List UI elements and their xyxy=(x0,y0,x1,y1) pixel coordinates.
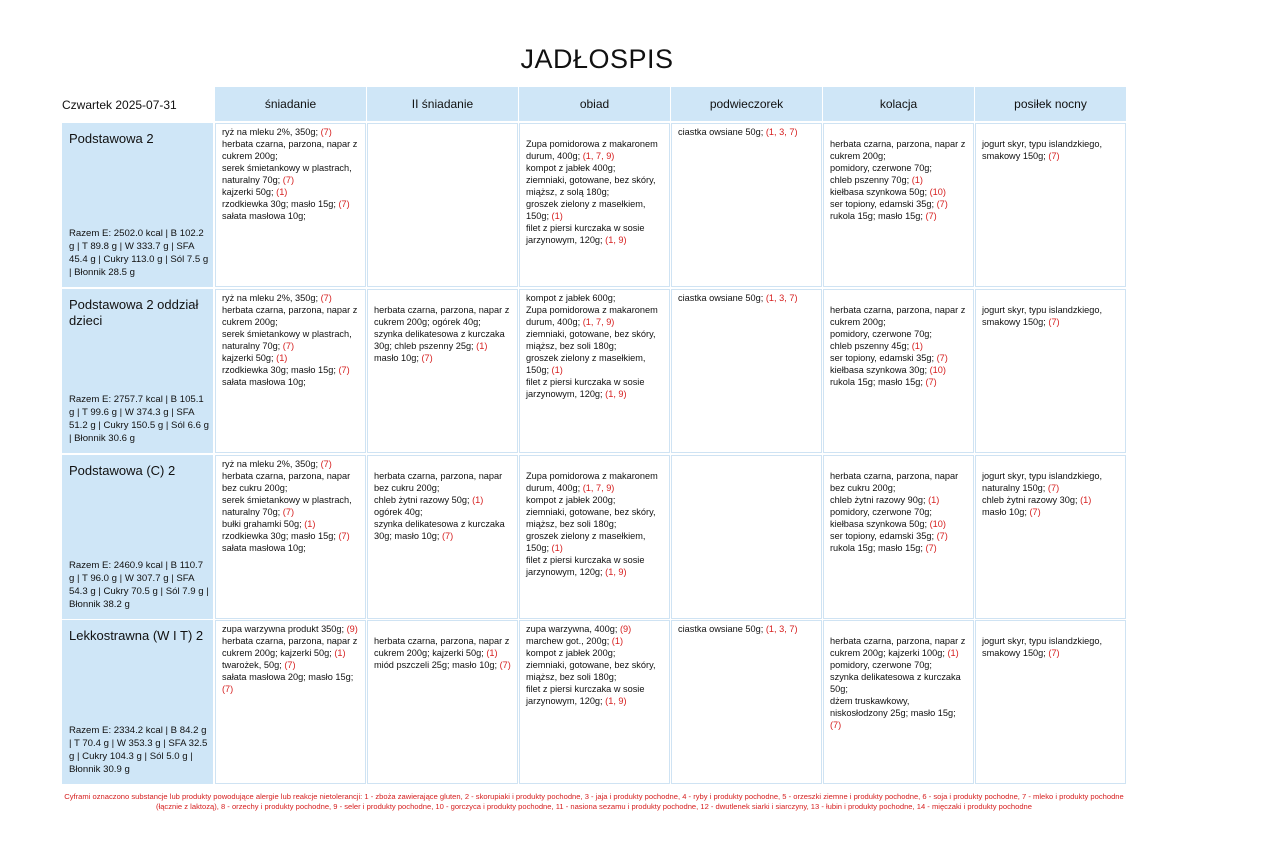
allergen-codes: (1) xyxy=(486,648,498,658)
meal-cell xyxy=(671,455,822,619)
meal-item xyxy=(982,292,1119,304)
allergen-codes: (1) xyxy=(1080,495,1092,505)
meal-item xyxy=(374,304,511,328)
meal-item-text: rzodkiewka 30g; masło 15g; xyxy=(222,531,339,541)
meal-item-text: groszek zielony z masełkiem, 150g; xyxy=(526,353,646,375)
diet-name: Lekkostrawna (W I T) 2 xyxy=(69,628,204,643)
meal-item xyxy=(222,328,359,352)
meal-item xyxy=(222,623,359,635)
meal-item xyxy=(222,162,359,186)
meal-item xyxy=(526,352,663,376)
meal-item xyxy=(982,458,1119,470)
allergen-codes: (7) xyxy=(936,531,948,541)
meal-item xyxy=(222,352,359,364)
meal-item xyxy=(222,458,359,470)
meal-item xyxy=(222,542,359,554)
allergen-codes: (9) xyxy=(619,624,632,634)
meal-item-text: masło 10g; xyxy=(982,507,1030,517)
meal-item xyxy=(982,623,1119,635)
allergen-codes: (7) xyxy=(925,211,937,221)
meal-item-text: pomidory, czerwone 70g; xyxy=(830,163,932,173)
meal-cell xyxy=(671,289,822,453)
meal-item xyxy=(374,518,511,542)
meal-item xyxy=(982,304,1119,328)
meal-item-text: ziemniaki, gotowane, bez skóry, miąższ, z solą 180g; xyxy=(526,175,656,197)
meal-item-text: szynka delikatesowa z kurczaka 30g; chleb pszenny 25g; xyxy=(374,329,505,351)
meal-item-text: ogórek 40g; xyxy=(374,507,423,517)
allergen-codes: (7) xyxy=(1048,151,1060,161)
diet-row-label xyxy=(62,455,213,619)
allergen-codes: (7) xyxy=(320,459,332,469)
meal-item xyxy=(526,554,663,578)
allergen-codes: (1) xyxy=(947,648,959,658)
allergen-codes: (7) xyxy=(282,175,295,185)
meal-item xyxy=(678,292,815,304)
allergen-codes: (1) xyxy=(276,353,288,363)
allergen-codes: (7) xyxy=(441,531,454,541)
meal-item-text: ryż na mleku 2%, 350g; xyxy=(222,459,321,469)
meal-item xyxy=(222,186,359,198)
meal-item xyxy=(222,304,359,328)
meal-item xyxy=(982,494,1119,506)
column-header: kolacja xyxy=(823,87,974,121)
allergen-codes: (7) xyxy=(421,353,433,363)
meal-item xyxy=(222,635,359,659)
meal-item xyxy=(830,530,967,542)
meal-item xyxy=(830,328,967,340)
allergen-codes: (7) xyxy=(499,660,511,670)
meal-cell xyxy=(671,123,822,287)
meal-item xyxy=(830,623,967,635)
meal-item xyxy=(830,659,967,671)
meal-item xyxy=(526,458,663,470)
allergen-codes: (7) xyxy=(1047,483,1060,493)
meal-item-text: serek śmietankowy w plastrach, naturalny 70g; xyxy=(222,163,352,185)
nutrition-summary: Razem E: 2502.0 kcal | B 102.2 g | T 89.8 g | W 333.7 g | SFA 45.4 g | Cukry 113.0 g | Sól 7.5 g | Błonnik 28.5 g xyxy=(69,228,209,278)
meal-item xyxy=(222,659,359,671)
diet-row-label xyxy=(62,289,213,453)
meal-item-text: chleb żytni razowy 50g; xyxy=(374,495,473,505)
allergen-codes: (10) xyxy=(929,519,946,529)
meal-item xyxy=(374,328,511,352)
column-header: śniadanie xyxy=(215,87,366,121)
meal-item xyxy=(222,210,359,222)
column-header: podwieczorek xyxy=(671,87,822,121)
meal-item-text: Zupa pomidorowa z makaronem durum, 400g; xyxy=(526,471,658,493)
meal-item-text: kompot z jabłek 200g; xyxy=(526,495,616,505)
meal-item xyxy=(830,695,967,731)
meal-item-text: herbata czarna, parzona, napar bez cukru 200g; xyxy=(222,471,351,493)
meal-item xyxy=(982,506,1119,518)
meal-item xyxy=(830,506,967,518)
meal-item xyxy=(830,458,967,470)
allergen-codes: (7) xyxy=(282,507,295,517)
meal-item xyxy=(830,542,967,554)
meal-cell xyxy=(367,455,518,619)
meal-item-text: chleb pszenny 45g; xyxy=(830,341,912,351)
meal-item-text: kajzerki 50g; xyxy=(222,187,277,197)
meal-item xyxy=(830,376,967,388)
allergen-codes: (10) xyxy=(929,365,946,375)
allergen-codes: (1) xyxy=(911,341,923,351)
meal-cell xyxy=(215,455,366,619)
meal-item-text: dżem truskawkowy, niskosłodzony 25g; masło 15g; xyxy=(830,696,956,718)
meal-cell xyxy=(215,620,366,784)
meal-item xyxy=(526,198,663,222)
meal-item xyxy=(830,518,967,530)
allergen-codes: (1) xyxy=(551,365,563,375)
allergen-codes: (1, 9) xyxy=(605,389,627,399)
meal-item xyxy=(374,470,511,494)
meal-item xyxy=(222,364,359,376)
meal-item-text: herbata czarna, parzona, napar z cukrem 200g; kajzerki 50g; xyxy=(222,636,358,658)
meal-item xyxy=(830,210,967,222)
meal-cell xyxy=(519,455,670,619)
meal-item xyxy=(526,494,663,506)
allergen-codes: (7) xyxy=(1048,317,1060,327)
allergen-codes: (1, 7, 9) xyxy=(582,151,615,161)
meal-item xyxy=(830,494,967,506)
meal-item xyxy=(374,506,511,518)
meal-item xyxy=(526,530,663,554)
meal-item xyxy=(830,138,967,162)
allergen-codes: (7) xyxy=(936,353,948,363)
meal-item-text: filet z piersi kurczaka w sosie jarzynowym, 120g; xyxy=(526,377,645,399)
meal-item xyxy=(526,162,663,174)
meal-item xyxy=(374,659,511,671)
meal-item xyxy=(526,304,663,328)
allergen-codes: (7) xyxy=(1048,648,1060,658)
meal-cell xyxy=(519,289,670,453)
meal-item-text: ryż na mleku 2%, 350g; xyxy=(222,293,321,303)
allergen-codes: (7) xyxy=(320,293,332,303)
meal-item-text: kajzerki 50g; xyxy=(222,353,277,363)
meal-item xyxy=(830,162,967,174)
meal-item-text: serek śmietankowy w plastrach, naturalny 70g; xyxy=(222,329,352,351)
allergen-codes: (7) xyxy=(338,365,350,375)
meal-item-text: marchew got., 200g; xyxy=(526,636,612,646)
allergen-codes: (7) xyxy=(936,199,948,209)
diet-row-label xyxy=(62,620,213,784)
meal-item-text: ser topiony, edamski 35g; xyxy=(830,199,937,209)
menu-date: Czwartek 2025-07-31 xyxy=(62,98,177,112)
allergen-codes: (7) xyxy=(1029,507,1041,517)
meal-item xyxy=(830,671,967,695)
meal-cell xyxy=(975,620,1126,784)
meal-item xyxy=(982,635,1119,659)
meal-item-text: herbata czarna, parzona, napar z cukrem 200g; xyxy=(830,139,966,161)
meal-item-text: herbata czarna, parzona, napar z cukrem 200g; ogórek 40g; xyxy=(374,305,510,327)
meal-item xyxy=(526,635,663,647)
allergen-codes: (7) xyxy=(338,199,350,209)
column-header: II śniadanie xyxy=(367,87,518,121)
meal-cell xyxy=(367,289,518,453)
allergen-codes: (1, 9) xyxy=(605,235,627,245)
nutrition-summary: Razem E: 2757.7 kcal | B 105.1 g | T 99.6 g | W 374.3 g | SFA 51.2 g | Cukry 150.5 g | Sól 6.6 g | Błonnik 30.6 g xyxy=(69,394,209,444)
meal-item-text: herbata czarna, parzona, napar z cukrem 200g; xyxy=(222,305,358,327)
meal-cell xyxy=(823,455,974,619)
meal-cell xyxy=(519,123,670,287)
meal-item-text: jogurt skyr, typu islandzkiego, smakowy 150g; xyxy=(982,636,1103,658)
meal-item xyxy=(982,138,1119,162)
diet-name: Podstawowa (C) 2 xyxy=(69,463,176,478)
meal-item-text: kiełbasa szynkowa 30g; xyxy=(830,365,930,375)
allergen-codes: (1, 7, 9) xyxy=(582,483,615,493)
meal-item-text: kiełbasa szynkowa 50g; xyxy=(830,519,930,529)
meal-cell xyxy=(975,123,1126,287)
diet-name: Podstawowa 2 oddział dzieci xyxy=(69,297,199,328)
meal-item-text: rukola 15g; masło 15g; xyxy=(830,543,926,553)
nutrition-summary: Razem E: 2460.9 kcal | B 110.7 g | T 96.0 g | W 307.7 g | SFA 54.3 g | Cukry 70.5 g | Sól 7.9 g | Błonnik 38.2 g xyxy=(69,560,209,610)
meal-item xyxy=(222,518,359,530)
meal-item-text: szynka delikatesowa z kurczaka 30g; masło 10g; xyxy=(374,519,505,541)
meal-item-text: herbata czarna, parzona, napar bez cukru 200g; xyxy=(830,471,959,493)
meal-item-text: pomidory, czerwone 70g; xyxy=(830,329,932,339)
meal-item xyxy=(526,328,663,352)
meal-item xyxy=(830,304,967,328)
meal-item xyxy=(982,470,1119,494)
meal-cell xyxy=(367,620,518,784)
allergen-codes: (7) xyxy=(282,341,295,351)
nutrition-summary: Razem E: 2334.2 kcal | B 84.2 g | T 70.4 g | W 353.3 g | SFA 32.5 g | Cukry 104.3 g | Sól 5.0 g | Błonnik 30.9 g xyxy=(69,725,208,775)
meal-item xyxy=(830,198,967,210)
meal-cell xyxy=(975,289,1126,453)
allergen-codes: (1, 3, 7) xyxy=(765,127,798,137)
meal-item xyxy=(222,671,359,695)
meal-item-text: ryż na mleku 2%, 350g; xyxy=(222,127,321,137)
column-header: posiłek nocny xyxy=(975,87,1126,121)
meal-item-text: sałata masłowa 10g; xyxy=(222,211,306,221)
meal-item-text: sałata masłowa 20g; masło 15g; xyxy=(222,672,354,682)
meal-cell xyxy=(823,620,974,784)
page-title: JADŁOSPIS xyxy=(520,44,674,74)
meal-cell xyxy=(823,123,974,287)
meal-item-text: chleb żytni razowy 30g; xyxy=(982,495,1081,505)
meal-item xyxy=(374,458,511,470)
meal-cell xyxy=(823,289,974,453)
meal-item xyxy=(374,623,511,635)
meal-item-text: herbata czarna, parzona, napar z cukrem 200g; xyxy=(830,305,966,327)
meal-item-text: herbata czarna, parzona, napar z cukrem 200g; kajzerki 100g; xyxy=(830,636,966,658)
meal-item-text: filet z piersi kurczaka w sosie jarzynowym, 120g; xyxy=(526,684,645,706)
allergen-codes: (7) xyxy=(284,660,296,670)
meal-item-text: masło 10g; xyxy=(374,353,422,363)
meal-item-text: ser topiony, edamski 35g; xyxy=(830,353,937,363)
meal-cell xyxy=(215,123,366,287)
meal-item-text: twarożek, 50g; xyxy=(222,660,285,670)
meal-item xyxy=(526,138,663,162)
meal-item xyxy=(374,494,511,506)
meal-cell xyxy=(519,620,670,784)
meal-item-text: rzodkiewka 30g; masło 15g; xyxy=(222,365,339,375)
meal-item-text: jogurt skyr, typu islandzkiego, smakowy 150g; xyxy=(982,305,1103,327)
allergen-codes: (7) xyxy=(830,720,842,730)
meal-item-text: herbata czarna, parzona, napar bez cukru 200g; xyxy=(374,471,503,493)
meal-item-text: kiełbasa szynkowa 50g; xyxy=(830,187,930,197)
meal-item xyxy=(374,352,511,364)
meal-item-text: Zupa pomidorowa z makaronem durum, 400g; xyxy=(526,139,658,161)
meal-item xyxy=(222,126,359,138)
meal-item-text: ziemniaki, gotowane, bez skóry, miąższ, bez soli 180g; xyxy=(526,507,656,529)
meal-item-text: miód pszczeli 25g; masło 10g; xyxy=(374,660,500,670)
meal-item-text: szynka delikatesowa z kurczaka 50g; xyxy=(830,672,961,694)
meal-item-text: ciastka owsiane 50g; xyxy=(678,293,766,303)
meal-item xyxy=(526,222,663,246)
meal-item-text: jogurt skyr, typu islandzkiego, smakowy 150g; xyxy=(982,139,1103,161)
allergen-codes: (7) xyxy=(338,531,350,541)
meal-item xyxy=(678,126,815,138)
meal-item xyxy=(526,683,663,707)
meal-item xyxy=(830,340,967,352)
meal-item xyxy=(222,138,359,162)
meal-item xyxy=(830,126,967,138)
meal-item-text: rukola 15g; masło 15g; xyxy=(830,377,926,387)
allergen-codes: (1) xyxy=(334,648,346,658)
meal-item-text: zupa warzywna produkt 350g; xyxy=(222,624,347,634)
meal-item-text: kompot z jabłek 600g; xyxy=(526,293,616,303)
meal-item xyxy=(222,530,359,542)
meal-item xyxy=(374,292,511,304)
allergen-codes: (1) xyxy=(476,341,488,351)
meal-item-text: sałata masłowa 10g; xyxy=(222,377,306,387)
meal-item xyxy=(526,126,663,138)
allergen-codes: (1, 3, 7) xyxy=(765,293,798,303)
meal-item xyxy=(526,376,663,400)
meal-item-text: serek śmietankowy w plastrach, naturalny 70g; xyxy=(222,495,352,517)
allergen-codes: (1) xyxy=(551,543,563,553)
meal-cell xyxy=(975,455,1126,619)
diet-row-label xyxy=(62,123,213,287)
meal-item-text: ser topiony, edamski 35g; xyxy=(830,531,937,541)
allergen-codes: (1) xyxy=(911,175,923,185)
meal-item xyxy=(830,292,967,304)
meal-item-text: herbata czarna, parzona, napar z cukrem 200g; kajzerki 50g; xyxy=(374,636,510,658)
allergen-codes: (1) xyxy=(551,211,563,221)
meal-item-text: sałata masłowa 10g; xyxy=(222,543,306,553)
meal-item-text: bułki grahamki 50g; xyxy=(222,519,305,529)
meal-item xyxy=(222,292,359,304)
meal-item xyxy=(526,659,663,683)
meal-item xyxy=(526,470,663,494)
allergen-codes: (7) xyxy=(222,684,234,694)
meal-item-text: Zupa pomidorowa z makaronem durum, 400g; xyxy=(526,305,658,327)
allergen-codes: (7) xyxy=(320,127,332,137)
meal-item-text: filet z piersi kurczaka w sosie jarzynowym, 120g; xyxy=(526,223,645,245)
meal-item-text: rzodkiewka 30g; masło 15g; xyxy=(222,199,339,209)
meal-item xyxy=(222,376,359,388)
meal-item-text: kompot z jabłek 400g; xyxy=(526,163,616,173)
meal-item-text: zupa warzywna, 400g; xyxy=(526,624,620,634)
allergen-legend: Cyframi oznaczono substancje lub produkty powodujące alergie lub reakcje nietolerancji: 1 - zboża zawierające gluten, 2 - skorupiaki i produkty pochodne, 3 - jaja i produkty pochodne, 4 - ryby i produkty pochodne, 5 - orzeszki ziemne i produkty pochodne, 6 - soja i produkty pochodne, 7 - mleko i produkty pochodne (łącznie z laktozą), 8 - orzechy i produkty pochodne, 9 - seler i produkty pochodne, 10 - gorczyca i produkty pochodne, 11 - nasiona sezamu i produkty pochodne, 12 - dwutlenek siarki i siarczyny, 13 - łubin i produkty pochodne, 14 - mięczaki i produkty pochodne xyxy=(64,792,1124,811)
meal-item-text: ciastka owsiane 50g; xyxy=(678,127,766,137)
meal-item-text: ciastka owsiane 50g; xyxy=(678,624,766,634)
meal-item xyxy=(526,292,663,304)
meal-item xyxy=(222,470,359,494)
meal-item-text: pomidory, czerwone 70g; xyxy=(830,660,932,670)
meal-item-text: jogurt skyr, typu islandzkiego, naturalny 150g; xyxy=(982,471,1103,493)
meal-item-text: filet z piersi kurczaka w sosie jarzynowym, 120g; xyxy=(526,555,645,577)
meal-item xyxy=(830,174,967,186)
meal-item xyxy=(830,186,967,198)
meal-item-text: groszek zielony z masełkiem, 150g; xyxy=(526,531,646,553)
allergen-codes: (7) xyxy=(925,543,937,553)
meal-item-text: pomidory, czerwone 70g; xyxy=(830,507,932,517)
column-header: obiad xyxy=(519,87,670,121)
meal-item xyxy=(526,506,663,530)
meal-item-text: ziemniaki, gotowane, bez skóry, miąższ, bez soli 180g; xyxy=(526,329,656,351)
meal-item xyxy=(374,635,511,659)
meal-item-text: kompot z jabłek 200g; xyxy=(526,648,616,658)
meal-item xyxy=(222,198,359,210)
allergen-codes: (1) xyxy=(611,636,624,646)
allergen-codes: (7) xyxy=(925,377,937,387)
meal-cell xyxy=(367,123,518,287)
diet-name: Podstawowa 2 xyxy=(69,131,154,146)
allergen-codes: (1, 9) xyxy=(605,567,627,577)
meal-item-text: groszek zielony z masełkiem, 150g; xyxy=(526,199,646,221)
meal-item xyxy=(222,494,359,518)
meal-item xyxy=(526,647,663,659)
allergen-codes: (1) xyxy=(304,519,316,529)
meal-item-text: rukola 15g; masło 15g; xyxy=(830,211,926,221)
meal-item-text: herbata czarna, parzona, napar z cukrem 200g; xyxy=(222,139,358,161)
meal-item xyxy=(982,126,1119,138)
meal-item xyxy=(830,352,967,364)
allergen-codes: (9) xyxy=(346,624,358,634)
allergen-codes: (1, 9) xyxy=(605,696,627,706)
meal-item xyxy=(678,623,815,635)
meal-item xyxy=(526,174,663,198)
meal-cell xyxy=(671,620,822,784)
allergen-codes: (1, 3, 7) xyxy=(765,624,798,634)
meal-item-text: chleb pszenny 70g; xyxy=(830,175,912,185)
meal-item xyxy=(830,635,967,659)
meal-item-text: ziemniaki, gotowane, bez skóry, miąższ, bez soli 180g; xyxy=(526,660,656,682)
allergen-codes: (1) xyxy=(472,495,484,505)
meal-item xyxy=(830,470,967,494)
allergen-codes: (10) xyxy=(929,187,946,197)
allergen-codes: (1, 7, 9) xyxy=(582,317,615,327)
meal-item-text: chleb żytni razowy 90g; xyxy=(830,495,929,505)
allergen-codes: (1) xyxy=(928,495,940,505)
meal-item xyxy=(526,623,663,635)
allergen-codes: (1) xyxy=(276,187,288,197)
meal-cell xyxy=(215,289,366,453)
meal-item xyxy=(830,364,967,376)
